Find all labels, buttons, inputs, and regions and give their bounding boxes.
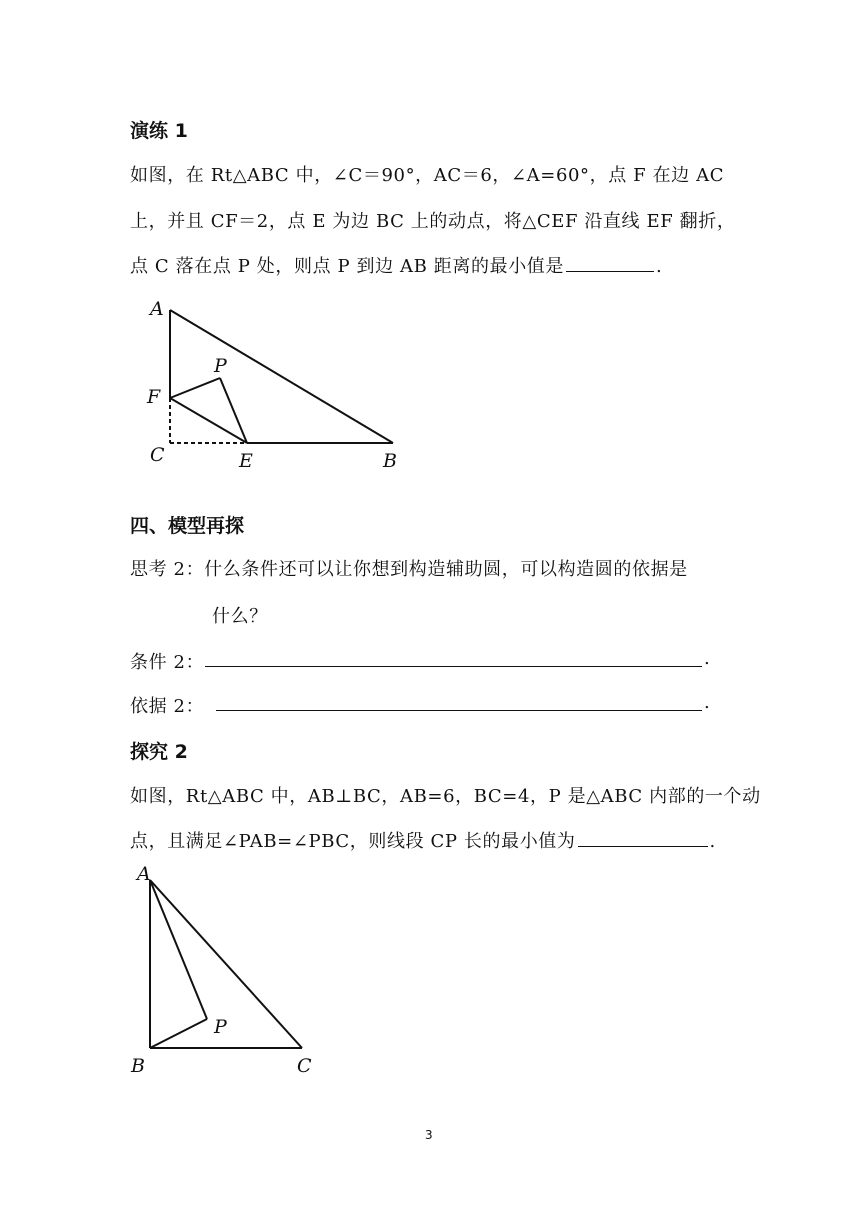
exercise1-line1: 如图，在 Rt△ABC 中，∠C＝90°，AC＝6，∠A=60°，点 F 在边 AC [130,165,725,186]
label-A: A [137,863,151,885]
label-A: A [150,298,164,320]
exercise1-line3 [130,252,662,278]
label-B: B [131,1055,145,1077]
segment-AB [170,310,393,443]
explore2-line2-end: . [709,831,716,852]
segment-AP [150,880,207,1019]
exercise1-line2: 上，并且 CF＝2，点 E 为边 BC 上的动点，将△CEF 沿直线 EF 翻折， [130,211,736,232]
segment-PE [220,378,247,443]
explore2-line1: 如图，Rt△ABC 中，AB⊥BC，AB=6，BC=4，P 是△ABC 内部的一个动 [130,786,761,807]
basis2-blank[interactable] [216,710,702,711]
explore2-figure [120,860,340,1090]
label-P: P [214,1016,227,1038]
segment-FP [170,378,220,398]
label-B: B [383,450,397,472]
segment-BP [150,1019,207,1048]
think2-line2: 什么？ [212,606,268,627]
exercise1-figure [140,295,420,475]
explore2-line2 [130,827,716,853]
label-C: C [150,444,165,466]
section4-heading: 四、模型再探 [130,515,245,537]
basis2-label: 依据 2： [130,696,205,717]
explore2-answer-blank[interactable] [578,828,708,847]
label-F: F [147,386,161,408]
label-E: E [239,450,253,472]
basis2-end: . [704,692,711,713]
exercise1-line3-text: 点 C 落在点 P 处，则点 P 到边 AB 距离的最小值是 [130,256,564,277]
segment-FE [170,398,247,443]
condition2-blank[interactable] [205,666,702,667]
label-P: P [214,355,227,377]
explore2-heading: 探究 2 [130,741,188,763]
think2-line1: 思考 2：什么条件还可以让你想到构造辅助圆，可以构造圆的依据是 [130,559,688,580]
explore2-line2-text: 点，且满足∠PAB=∠PBC，则线段 CP 长的最小值为 [130,831,576,852]
condition2-end: . [704,648,711,669]
exercise1-answer-blank[interactable] [566,253,654,272]
label-C: C [297,1055,312,1077]
exercise1-heading: 演练 1 [130,120,188,142]
condition2-label: 条件 2： [130,652,205,673]
page-number: 3 [425,1128,433,1142]
exercise1-line3-end: . [656,256,663,277]
